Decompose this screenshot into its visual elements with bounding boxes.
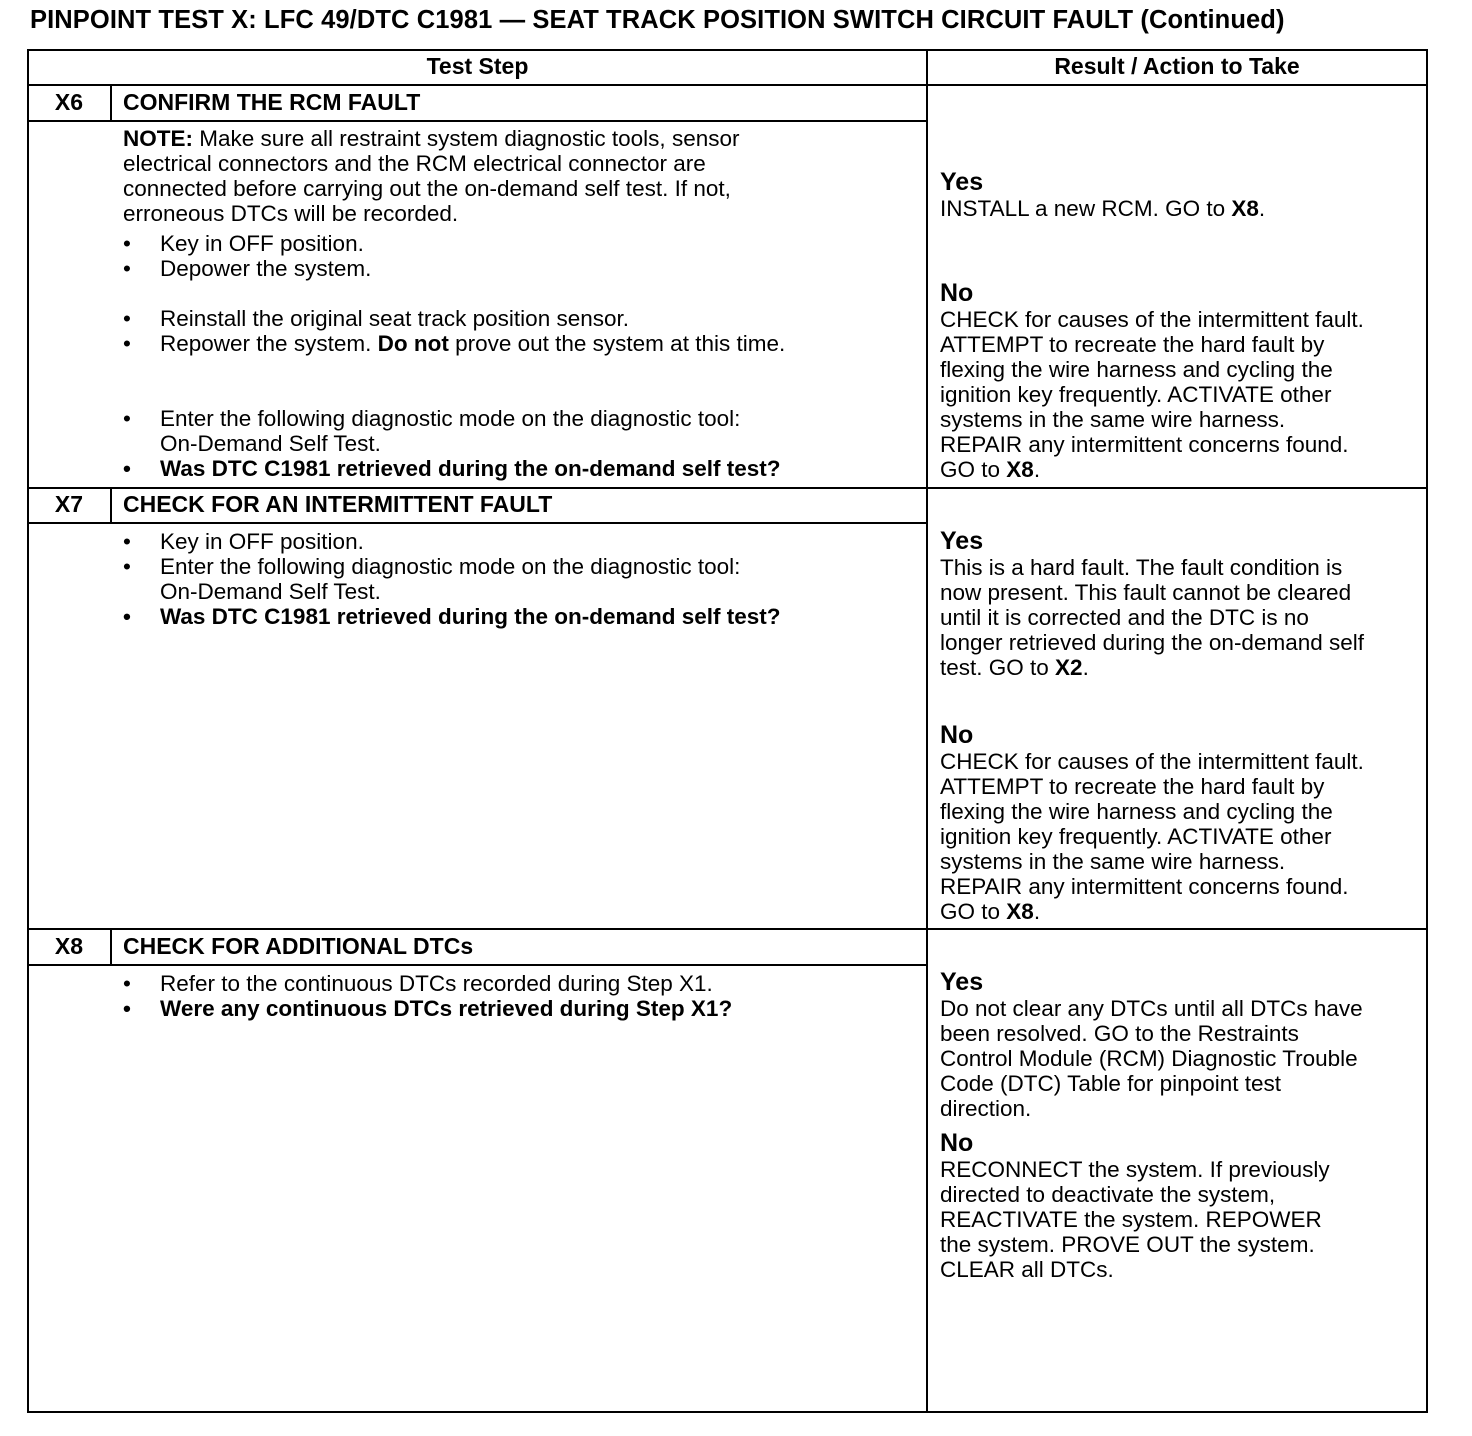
x7-result-yes: Yes This is a hard fault. The fault condition is now present. This fault cannot be cleared until it is corrected and the DTC is no longer retrieved during the on-demand self test. GO to X2.	[940, 527, 1365, 680]
no-label: No	[940, 279, 974, 307]
bullet-icon: •	[123, 256, 131, 281]
list-item: • Reinstall the original seat track position sensor.	[123, 306, 629, 331]
bullet-icon: •	[123, 456, 131, 481]
row-divider-x7	[27, 487, 1428, 489]
x6-title-underline	[27, 120, 927, 122]
column-divider	[926, 49, 928, 1413]
list-item: • Key in OFF position.	[123, 529, 364, 554]
bullet-icon: •	[123, 331, 131, 356]
bullet-icon: •	[123, 529, 131, 554]
step-title: CONFIRM THE RCM FAULT	[123, 89, 421, 115]
bullet-icon: •	[123, 306, 131, 331]
list-item: • Refer to the continuous DTCs recorded during Step X1.	[123, 971, 713, 996]
step-reference: X8	[1006, 457, 1034, 482]
yes-label: Yes	[940, 527, 984, 555]
header-result: Result / Action to Take	[1054, 53, 1300, 79]
yes-label: Yes	[940, 168, 984, 196]
x6-result-no: No CHECK for causes of the intermittent fault. ATTEMPT to recreate the hard fault by flexing the wire harness and cycling the ignition key frequently. ACTIVATE other systems in the same wire harness. REPAIR any intermittent concerns found. GO to X8.	[940, 279, 1364, 482]
x6-bullets-a	[123, 231, 371, 281]
step-id: X7	[54, 491, 84, 517]
no-label: No	[940, 1129, 974, 1157]
list-item: • Enter the following diagnostic mode on the diagnostic tool: On-Demand Self Test.	[123, 554, 741, 604]
x7-bullets	[123, 529, 781, 629]
bullet-icon: •	[123, 406, 131, 431]
page-title: PINPOINT TEST X: LFC 49/DTC C1981 — SEAT TRACK POSITION SWITCH CIRCUIT FAULT (Continued)	[30, 6, 1285, 34]
x7-title-underline	[27, 522, 927, 524]
bullet-icon: •	[123, 604, 131, 629]
x6-bullets-b	[123, 306, 785, 356]
x8-result-no: No RECONNECT the system. If previously directed to deactivate the system, REACTIVATE the system. REPOWER the system. PROVE OUT the system. CLEAR all DTCs.	[940, 1129, 1330, 1282]
step-title: CHECK FOR ADDITIONAL DTCs	[123, 933, 474, 959]
list-item: • Enter the following diagnostic mode on the diagnostic tool: On-Demand Self Test.	[123, 406, 741, 456]
list-item: • Was DTC C1981 retrieved during the on-demand self test?	[123, 456, 781, 481]
note-label: NOTE:	[123, 126, 193, 151]
step-id: X8	[54, 933, 84, 959]
step-id: X6	[54, 89, 84, 115]
x7-result-no: No CHECK for causes of the intermittent fault. ATTEMPT to recreate the hard fault by flexing the wire harness and cycling the ignition key frequently. ACTIVATE other systems in the same wire harness. REPAIR any intermittent concerns found. GO to X8.	[940, 721, 1364, 924]
header-divider	[27, 84, 1428, 86]
yes-label: Yes	[940, 968, 984, 996]
list-item: • Were any continuous DTCs retrieved during Step X1?	[123, 996, 733, 1021]
bullet-icon: •	[123, 231, 131, 256]
x8-result-yes: Yes Do not clear any DTCs until all DTCs have been resolved. GO to the Restraints Control Module (RCM) Diagnostic Trouble Code (DTC) Table for pinpoint test direction.	[940, 968, 1363, 1121]
list-item: • Depower the system.	[123, 256, 372, 281]
x6-bullets-c	[123, 406, 781, 481]
step-reference: X2	[1055, 655, 1083, 680]
bullet-icon: •	[123, 971, 131, 996]
step-reference: X8	[1231, 196, 1259, 221]
list-item: • Key in OFF position.	[123, 231, 364, 256]
x8-bullets	[123, 971, 732, 1021]
no-label: No	[940, 721, 974, 749]
step-reference: X8	[1006, 899, 1034, 924]
x8-title-underline	[27, 964, 927, 966]
x6-result-yes: Yes INSTALL a new RCM. GO to X8.	[940, 168, 1266, 221]
bullet-icon: •	[123, 554, 131, 579]
list-item: • Repower the system. Do not prove out the system at this time.	[123, 331, 786, 356]
list-item: • Was DTC C1981 retrieved during the on-demand self test?	[123, 604, 781, 629]
step-title: CHECK FOR AN INTERMITTENT FAULT	[123, 491, 553, 517]
row-divider-x8	[27, 928, 1428, 930]
header-test-step: Test Step	[426, 53, 529, 79]
x6-note: NOTE: Make sure all restraint system diagnostic tools, sensor electrical connectors and the RCM electrical connector are connected before carrying out the on-demand self test. If not, erroneous DTCs will be recorded.	[123, 126, 740, 226]
bullet-icon: •	[123, 996, 131, 1021]
